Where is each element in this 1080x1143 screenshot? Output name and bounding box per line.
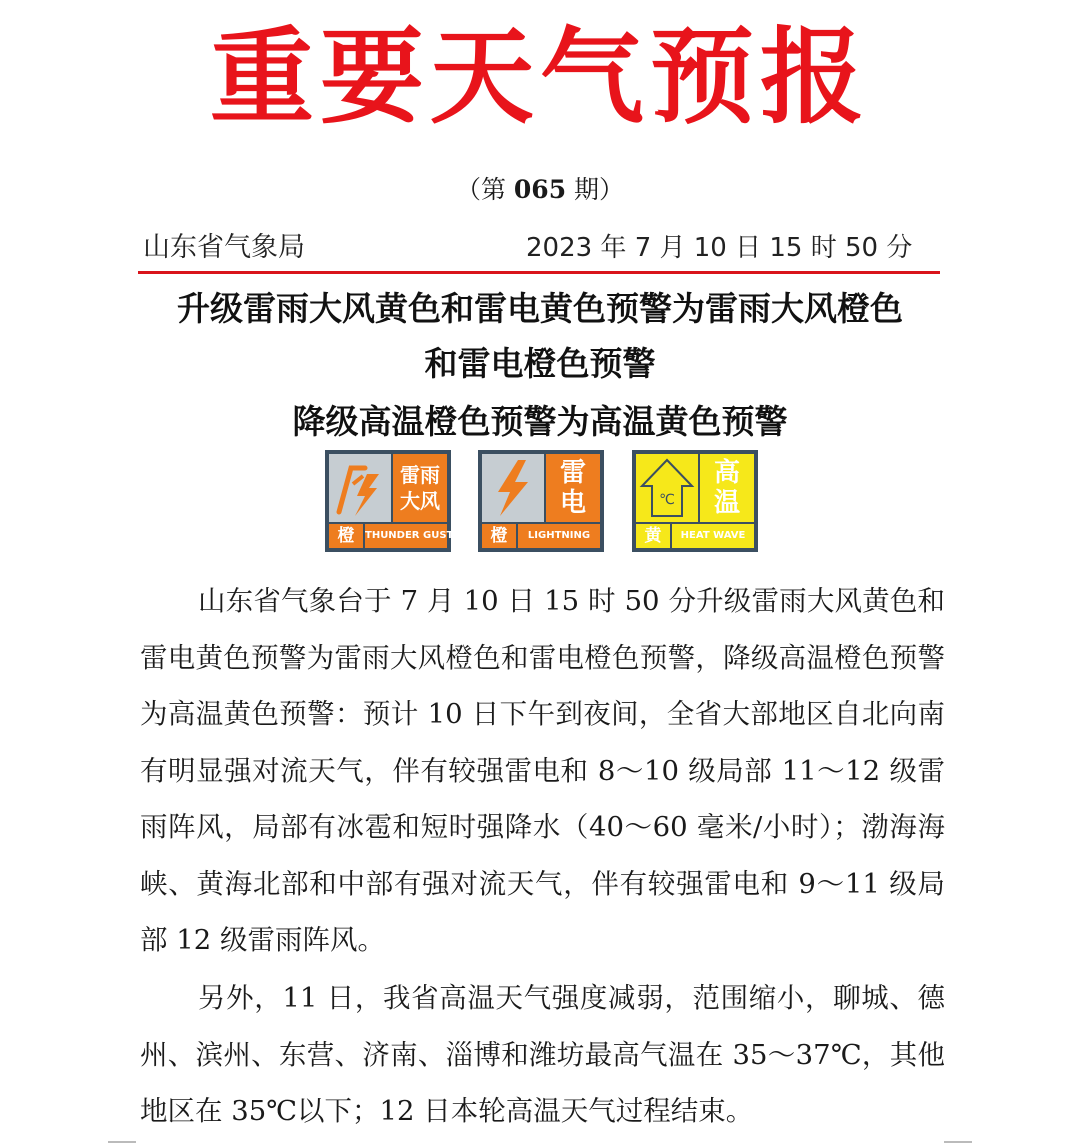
warning-signals (0, 450, 1080, 554)
headline-line-1: 升级雷雨大风黄色和雷电黄色预警为雷雨大风橙色 (177, 289, 903, 328)
signal-level: 橙 (482, 524, 516, 548)
svg-text:℃: ℃ (659, 492, 675, 508)
headline-line-2: 和雷电橙色预警 (424, 344, 656, 383)
signal-english: LIGHTNING (518, 524, 600, 548)
headline-line-3: 降级高温橙色预警为高温黄色预警 (292, 402, 788, 441)
signal-heat-wave (632, 450, 758, 552)
signal-lightning (478, 450, 604, 552)
body-paragraph-1: 山东省气象台于 7 月 10 日 15 时 50 分升级雷雨大风黄色和雷电黄色预警为雷雨大风橙色和雷电橙色预警，降级高温橙色预警为高温黄色预警：预计 10 日下午到夜间，全省大部地区自北向南有明显强对流天气，伴有较强雷电和 8～10 级局部 11～12 级雷雨阵风，局部有冰雹和短时强降水（40～60 毫米/小时）；渤海海峡、黄海北部和中部有强对流天气，伴有较强雷电和 9～11 级局部 12 级雷雨阵风。 (140, 585, 945, 956)
signal-level: 黄 (636, 524, 670, 548)
signal-label: 雷 电 (546, 454, 600, 522)
signal-english: THUNDER GUST (365, 524, 447, 548)
issue-number: （第 065 期） (455, 175, 625, 204)
signal-thunder-gust (325, 450, 454, 552)
signal-label: 雷雨 大风 (393, 454, 447, 522)
thunder-gust-icon (329, 454, 391, 522)
signal-english: HEAT WAVE (672, 524, 754, 548)
signal-label: 高 温 (700, 454, 754, 522)
signal-level: 橙 (329, 524, 363, 548)
page-edge-marks (0, 1139, 1080, 1143)
organization: 山东省气象局 (143, 232, 305, 263)
lightning-icon (482, 454, 544, 522)
heat-wave-icon (636, 454, 698, 522)
red-divider (138, 271, 940, 274)
body-paragraph-2: 另外，11 日，我省高温天气强度减弱，范围缩小，聊城、德州、滨州、东营、济南、淄博和潍坊最高气温在 35～37℃，其他地区在 35℃以下；12 日本轮高温天气过程结束。 (140, 982, 945, 1127)
issue-datetime: 2023 年 7 月 10 日 15 时 50 分 (526, 233, 913, 263)
masthead-title: 重要天气预报 (209, 15, 870, 138)
